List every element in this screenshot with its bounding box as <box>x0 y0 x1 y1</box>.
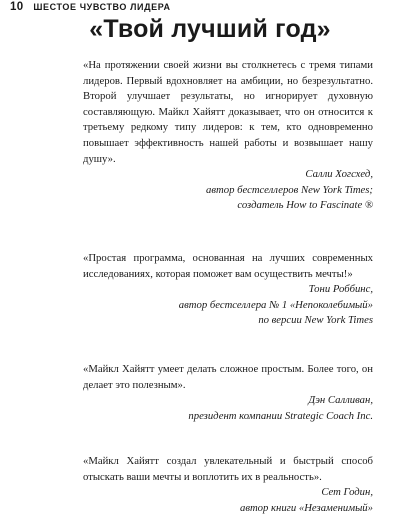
endorsement-author-name: Сет Годин, <box>321 486 373 499</box>
endorsement-quote: «Майкл Хайятт создал увлекательный и быстрый способ отыскать ваши мечты и воплотить их в реальность». <box>83 455 373 483</box>
page-number: 10 <box>10 1 24 13</box>
endorsement-author-name: Тони Роббинс, <box>308 283 373 296</box>
endorsement-quote: «Майкл Хайятт умеет делать сложное простым. Более того, он делает это полезным». <box>83 362 373 391</box>
page-header <box>10 0 171 14</box>
endorsement-author-credential: автор книги «Незаменимый» <box>239 502 373 515</box>
endorsement-author-credential: создатель How to Fascinate ® <box>237 199 373 212</box>
endorsement-quote: «Простая программа, основанная на лучших современных исследованиях, которая поможет вам осуществить мечты!» <box>83 251 373 280</box>
endorsement-godin <box>83 454 373 516</box>
endorsement-author-credential: автор бестселлера № 1 «Непоколебимый» <box>178 298 373 311</box>
endorsements-section <box>83 58 373 517</box>
endorsement-author-name: Дэн Салливан, <box>308 394 373 407</box>
endorsement-spacer <box>83 329 373 362</box>
endorsement-hogshead <box>83 58 373 214</box>
endorsement-robbins <box>83 251 373 329</box>
endorsement-quote: «На протяжении своей жизни вы столкнетесь с тремя типами лидеров. Первый вдохновляет на амбиции, но безрезультатно. Второй улучшает результаты, но игнорирует духовную составляющую. Майкл Хайятт доказывает, что он относится к третьему редкому типу лидеров: к тем, кто одновременно повышает эффективность нашей работы и возвышает нашу душу». <box>83 59 373 165</box>
endorsement-sullivan <box>83 362 373 424</box>
endorsement-spacer <box>83 424 373 454</box>
running-title: ШЕСТОЕ ЧУВСТВО ЛИДЕРА <box>33 2 171 12</box>
page-title: «Твой лучший год» <box>89 15 331 43</box>
endorsement-author-credential: по версии New York Times <box>258 314 373 327</box>
endorsement-spacer <box>83 214 373 251</box>
endorsement-author-credential: автор бестселлеров New York Times; <box>206 183 373 196</box>
endorsement-author-credential: президент компании Strategic Coach Inc. <box>188 409 373 422</box>
endorsement-author-name: Салли Хогсхед, <box>305 168 373 181</box>
